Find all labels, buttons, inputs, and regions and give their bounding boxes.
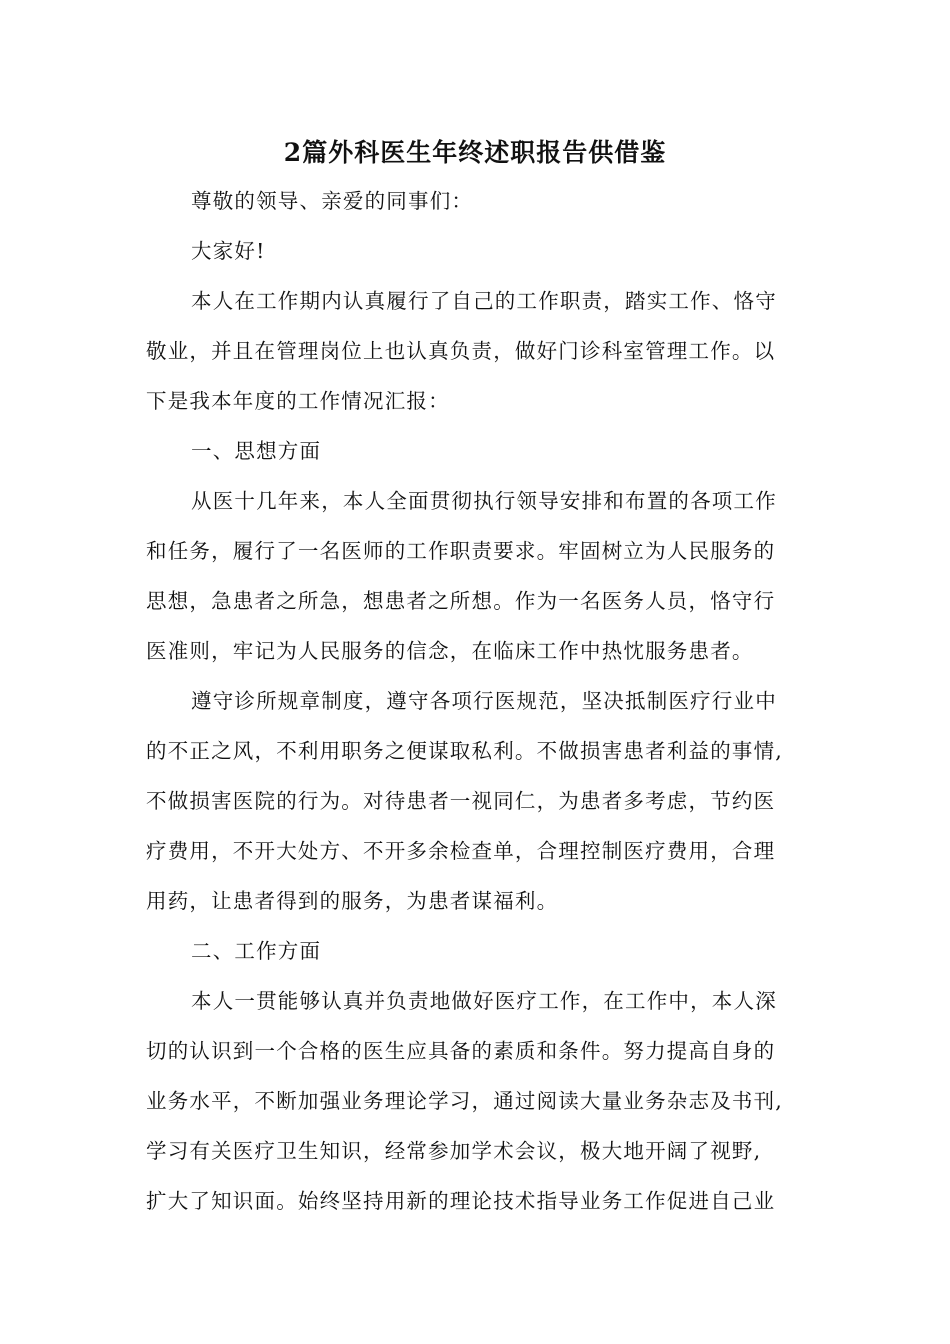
document-title: 2篇外科医生年终述职报告供借鉴 [283, 138, 667, 167]
paragraph-line: 敬业，并且在管理岗位上也认真负责，做好门诊科室管理工作。以 [146, 339, 776, 363]
paragraph-line: 业务水平，不断加强业务理论学习，通过阅读大量业务杂志及书刊, [146, 1089, 784, 1113]
section-heading: 二、工作方面 [191, 939, 322, 963]
paragraph-line: 扩大了知识面。始终坚持用新的理论技术指导业务工作促进自己业 [146, 1189, 776, 1213]
paragraph-line: 本人在工作期内认真履行了自己的工作职责，踏实工作、恪守 [191, 289, 777, 313]
paragraph-line: 医准则，牢记为人民服务的信念，在临床工作中热忱服务患者。 [146, 639, 754, 663]
paragraph-line: 从医十几年来，本人全面贯彻执行领导安排和布置的各项工作 [191, 489, 777, 513]
paragraph-line: 不做损害医院的行为。对待患者一视同仁，为患者多考虑，节约医 [146, 789, 776, 813]
paragraph-line: 用药，让患者得到的服务，为患者谋福利。 [146, 889, 559, 913]
paragraph-line: 疗费用，不开大处方、不开多余检查单，合理控制医疗费用，合理 [146, 839, 776, 863]
paragraph-line: 本人一贯能够认真并负责地做好医疗工作，在工作中，本人深 [191, 989, 777, 1013]
section-heading: 一、思想方面 [191, 439, 322, 463]
paragraph-line: 和任务，履行了一名医师的工作职责要求。牢固树立为人民服务的 [146, 539, 776, 563]
paragraph-line: 遵守诊所规章制度，遵守各项行医规范，坚决抵制医疗行业中 [191, 689, 777, 713]
paragraph-line: 切的认识到一个合格的医生应具备的素质和条件。努力提高自身的 [146, 1039, 776, 1063]
paragraph-line: 思想，急患者之所急，想患者之所想。作为一名医务人员，恪守行 [146, 589, 776, 613]
paragraph-line: 的不正之风，不利用职务之便谋取私利。不做损害患者利益的事情, [146, 739, 784, 763]
paragraph-line: 下是我本年度的工作情况汇报： [146, 389, 450, 413]
greeting: 大家好! [191, 239, 266, 263]
salutation: 尊敬的领导、亲爱的同事们： [191, 189, 474, 213]
paragraph-line: 学习有关医疗卫生知识，经常参加学术会议，极大地开阔了视野, [146, 1139, 762, 1163]
